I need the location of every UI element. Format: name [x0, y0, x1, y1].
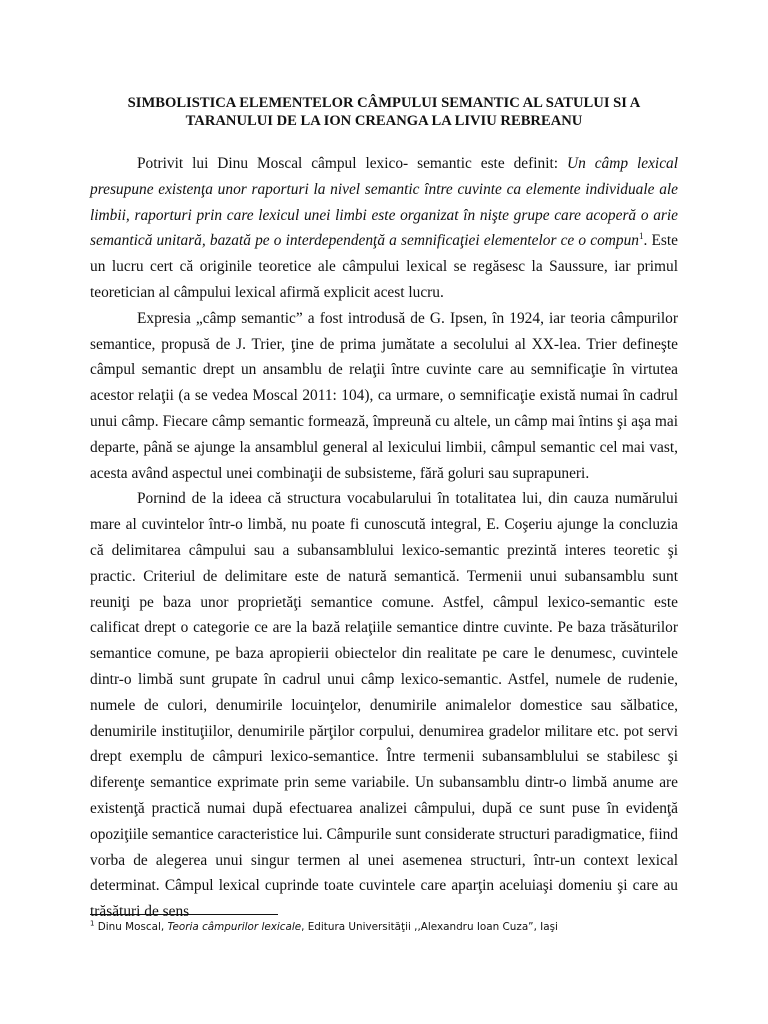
title-line-1: SIMBOLISTICA ELEMENTELOR CÂMPULUI SEMANTIC AL SATULUI SI A [127, 95, 641, 111]
document-title [90, 94, 678, 130]
footnote [90, 920, 690, 934]
paragraph-3: Pornind de la ideea că structura vocabularului în totalitatea lui, din cauza numărului mare al cuvintelor într-o limbă, nu poate fi cunoscută integral, E. Coşeriu ajunge la concluzia că delimitarea câmpului sau a subansamblului lexico-semantic prezintă interes teoretic şi practic. Criteriul de delimitare este de natură semantică. Termenii unui subansamblu sunt reuniţi pe baza unor proprietăţi semantice comune. Astfel, câmpul lexico-semantic este calificat drept o categorie ce are la bază relaţiile semantice dintre cuvinte. Pe baza trăsăturilor semantice comune, pe baza apropierii obiectelor din realitate pe care le denumesc, cuvintele dintr-o limbă sunt grupate în cadrul unui câmp lexico-semantic. Astfel, numele de rudenie, numele de culori, denumirile locuinţelor, denumirile animalelor domestice sau sălbatice, denumirile instituţiilor, denumirile părţilor corpului, denumirea gradelor militare etc. pot servi drept exemplu de câmpuri lexico-semantice. Între termenii subansamblului se stabilesc şi diferenţe semantice exprimate prin seme variabile. Un subansamblu dintr-o limbă anume are existenţă practică numai după efectuarea analizei câmpului, după ce sunt puse în evidenţă opoziţiile semantice caracteristice lui. Câmpurile sunt considerate structuri paradigmatice, fiind vorba de alegerea unui singur termen al unei asemenea structuri, într-un context lexical determinat. Câmpul lexical cuprinde toate cuvintele care aparţin aceluiaşi domeniu şi care au trăsături de sens [90, 490, 678, 921]
paragraph-1 [90, 151, 678, 306]
body-text [90, 151, 678, 925]
paragraph-1-quote: Un câmp lexical presupune existenţa unor raporturi la nivel semantic între cuvinte ca elemente individuale ale limbii, raporturi prin care lexicul unei limbi este organizat în nişte grupe care acoperă o arie semantică unitară, bazată pe o interdependenţă a semnificaţiei elementelor ce o compun [90, 155, 679, 250]
footnote-separator [90, 914, 278, 915]
footnote-publisher: , Editura Universităţii ,,Alexandru Ioan Cuza”, Iaşi [301, 921, 558, 933]
paragraph-1-tail: . Este un lucru cert că originile teoretice ale câmpului lexical se regăsesc la Saussure, iar primul teoretician al câmpului lexical afirmă explicit acest lucru. [90, 232, 678, 301]
footnote-book-title: Teoria câmpurilor lexicale [167, 921, 302, 933]
title-line-2: TARANULUI DE LA ION CREANGA LA LIVIU REBREANU [185, 113, 583, 129]
footnote-marker: 1 [90, 919, 95, 928]
paragraph-1-lead: Potrivit lui Dinu Moscal câmpul lexico- semantic este definit: [137, 155, 567, 172]
footnote-author: Dinu Moscal, [94, 921, 168, 933]
paragraph-2: Expresia „câmp semantic” a fost introdusă de G. Ipsen, în 1924, iar teoria câmpurilor semantice, propusă de J. Trier, ţine de prima jumătate a secolului al XX-lea. Trier defineşte câmpul semantic drept un ansamblu de relaţii între cuvinte care au semnificaţie în virtutea acestor relaţii (a se vedea Moscal 2011: 104), ca urmare, o semnificaţie există numai în cadrul unui câmp. Fiecare câmp semantic formează, împreună cu altele, un câmp mai întins şi aşa mai departe, până se ajunge la ansamblul general al lexicului limbii, câmpul semantic cel mai vast, acesta având aspectul unei combinaţii de subsisteme, fără goluri sau suprapuneri. [90, 309, 678, 482]
footnote-reference: 1 [638, 231, 644, 242]
